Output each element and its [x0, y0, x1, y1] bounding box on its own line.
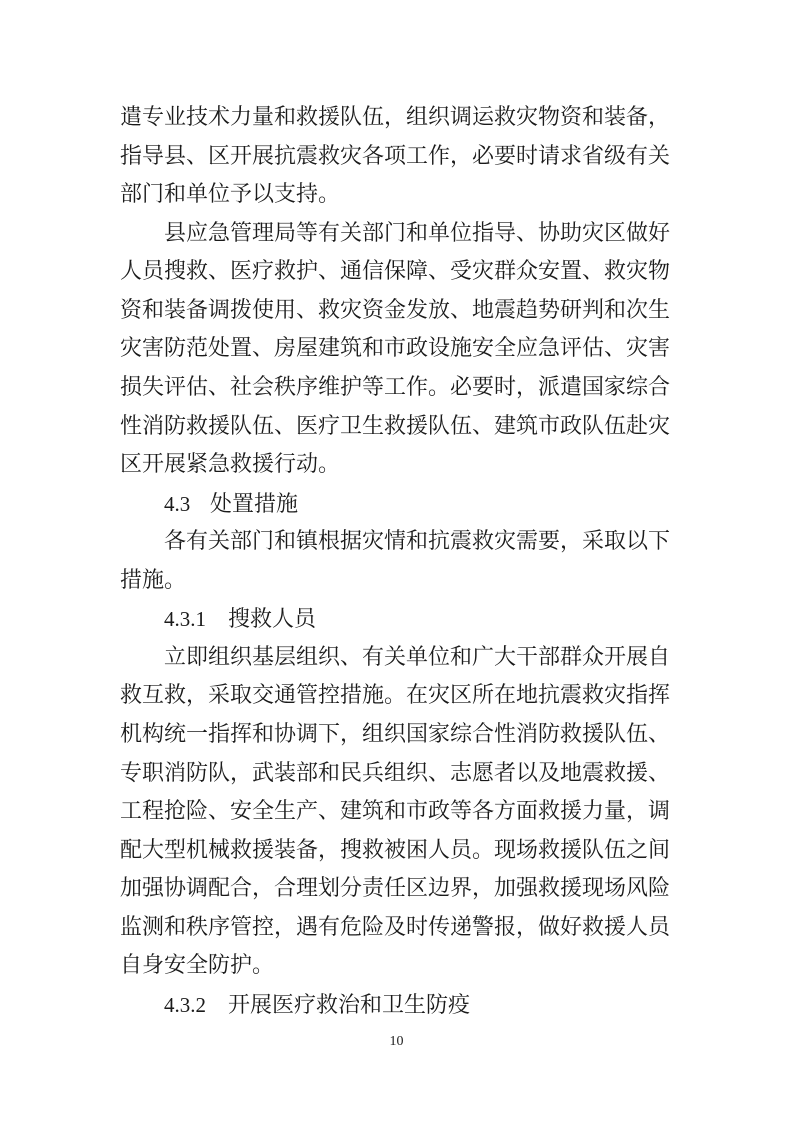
text-line: 灾害防范处置、房屋建筑和市政设施安全应急评估、灾害 [120, 336, 671, 361]
section-heading-4-3-1 [164, 604, 680, 634]
text-line: 性消防救援队伍、医疗卫生救援队伍、建筑市政队伍赴灾 [120, 414, 671, 439]
section-title: 搜救人员 [228, 607, 317, 632]
text-line: 损失评估、社会秩序维护等工作。必要时，派遣国家综合 [120, 375, 671, 400]
text-line: 部门和单位予以支持。 [120, 182, 341, 207]
text-line: 自身安全防护。 [120, 953, 275, 978]
paragraph-first-line: 各有关部门和镇根据灾情和抗震救灾需要，采取以下 [164, 529, 671, 554]
text-line: 专职消防队，武装部和民兵组织、志愿者以及地震救援、 [120, 761, 671, 786]
paragraph-first-line: 立即组织基层组织、有关单位和广大干部群众开展自 [164, 645, 671, 670]
section-number: 4.3.2 [164, 993, 206, 1017]
text-line: 资和装备调拨使用、救灾资金发放、地震趋势研判和次生 [120, 298, 671, 323]
text-line: 配大型机械救援装备，搜救被困人员。现场救援队伍之间 [120, 838, 671, 863]
text-line: 救互救，采取交通管控措施。在灾区所在地抗震救灾指挥 [120, 683, 671, 708]
text-line: 指导县、区开展抗震救灾各项工作，必要时请求省级有关 [120, 144, 671, 169]
text-line: 遣专业技术力量和救援队伍，组织调运救灾物资和装备， [120, 105, 671, 130]
text-line: 措施。 [120, 568, 187, 593]
section-number: 4.3 [164, 492, 191, 516]
section-heading-4-3-2 [164, 990, 680, 1020]
paragraph-first-line: 县应急管理局等有关部门和单位指导、协助灾区做好 [164, 221, 671, 246]
section-heading-4-3 [164, 489, 680, 519]
section-title: 开展医疗救治和卫生防疫 [228, 993, 471, 1018]
text-line: 加强协调配合，合理划分责任区边界，加强救援现场风险 [120, 876, 671, 901]
section-number: 4.3.1 [164, 607, 206, 631]
text-line: 监测和秩序管控，遇有危险及时传递警报，做好救援人员 [120, 915, 671, 940]
text-line: 人员搜救、医疗救护、通信保障、受灾群众安置、救灾物 [120, 259, 671, 284]
text-line: 机构统一指挥和协调下，组织国家综合性消防救援队伍、 [120, 722, 671, 747]
section-title: 处置措施 [210, 492, 299, 517]
text-line: 区开展紧急救援行动。 [120, 452, 341, 477]
page-number: 10 [389, 1034, 404, 1049]
text-line: 工程抢险、安全生产、建筑和市政等各方面救援力量，调 [120, 799, 671, 824]
